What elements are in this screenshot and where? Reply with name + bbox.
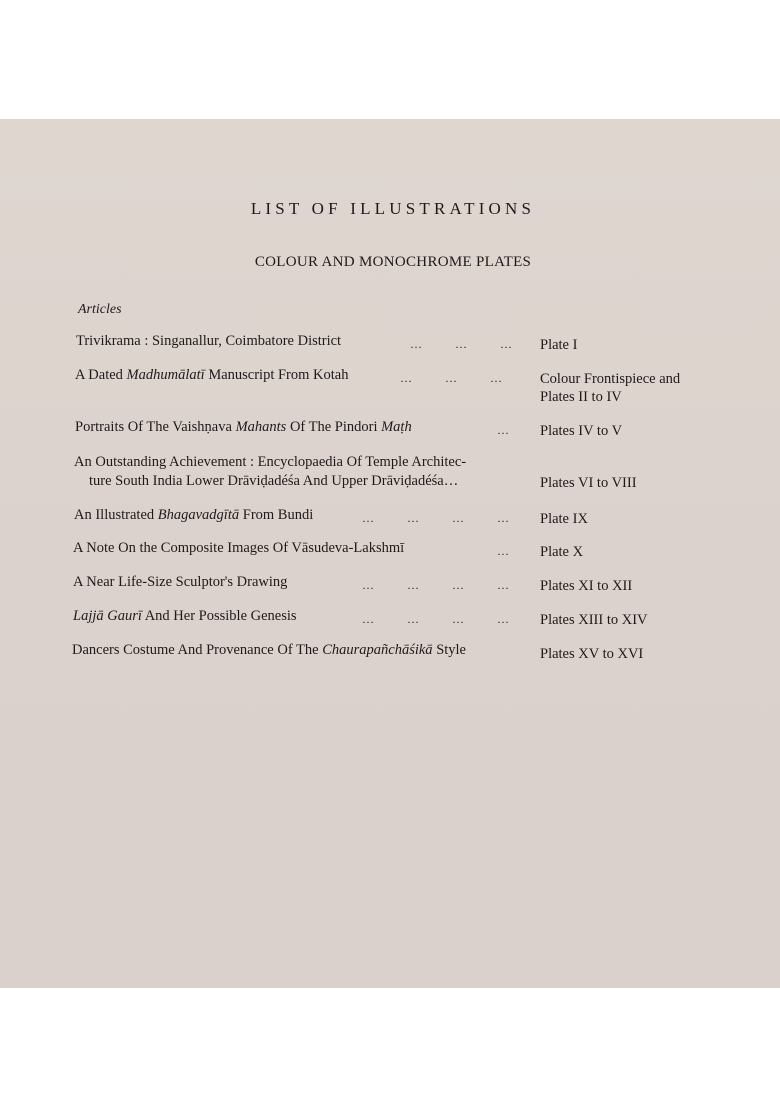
document-page	[0, 119, 780, 988]
leader-dots: … … … …	[362, 578, 510, 592]
entry-title: A Dated Madhumālatī Manuscript From Kotah	[75, 367, 349, 383]
leader-dots: … … … …	[362, 612, 510, 626]
entry-plate: Plates XV to XVI	[540, 646, 644, 662]
entry-title: A Note On the Composite Images Of Vāsudeva-Lakshmī	[73, 540, 405, 556]
leader-dots: … … …	[410, 337, 513, 351]
entry-plate: Plates XI to XII	[540, 578, 633, 594]
entry-plate: Colour Frontispiece and Plates II to IV	[540, 371, 681, 405]
leader-dots: … … … …	[362, 511, 510, 525]
entry-plate: Plate X	[540, 544, 584, 560]
entry-title: Dancers Costume And Provenance Of The Chaurapañchāśikā Style	[72, 642, 466, 658]
entry-plate: Plates XIII to XIV	[540, 612, 648, 628]
page-subtitle: COLOUR AND MONOCHROME PLATES	[254, 254, 532, 270]
entry-plate: Plates IV to V	[540, 423, 623, 439]
entry-plate: Plate I	[540, 337, 578, 353]
entry-title: An Illustrated Bhagavadgītā From Bundi	[74, 507, 314, 523]
entry-title: Lajjā Gaurī And Her Possible Genesis	[73, 608, 297, 624]
entry-plate: Plate IX	[540, 511, 588, 527]
entry-title: An Outstanding Achievement : Encyclopaedia Of Temple Architec- ture South India Lower Drāviḍadéśa And Upper Drāviḍadéśa…	[74, 454, 467, 489]
leader-dots: …	[497, 423, 510, 437]
leader-dots: … … …	[400, 371, 503, 385]
entry-title: Portraits Of The Vaishṇava Mahants Of The Pindori Maṭh	[75, 419, 412, 435]
entry-plate: Plates VI to VIII	[540, 475, 637, 491]
section-label: Articles	[78, 302, 122, 317]
entry-title: Trivikrama : Singanallur, Coimbatore District	[76, 333, 342, 349]
page-title: LIST OF ILLUSTRATIONS	[250, 199, 536, 218]
leader-dots: …	[497, 544, 510, 558]
entry-title: A Near Life-Size Sculptor's Drawing	[73, 574, 288, 590]
